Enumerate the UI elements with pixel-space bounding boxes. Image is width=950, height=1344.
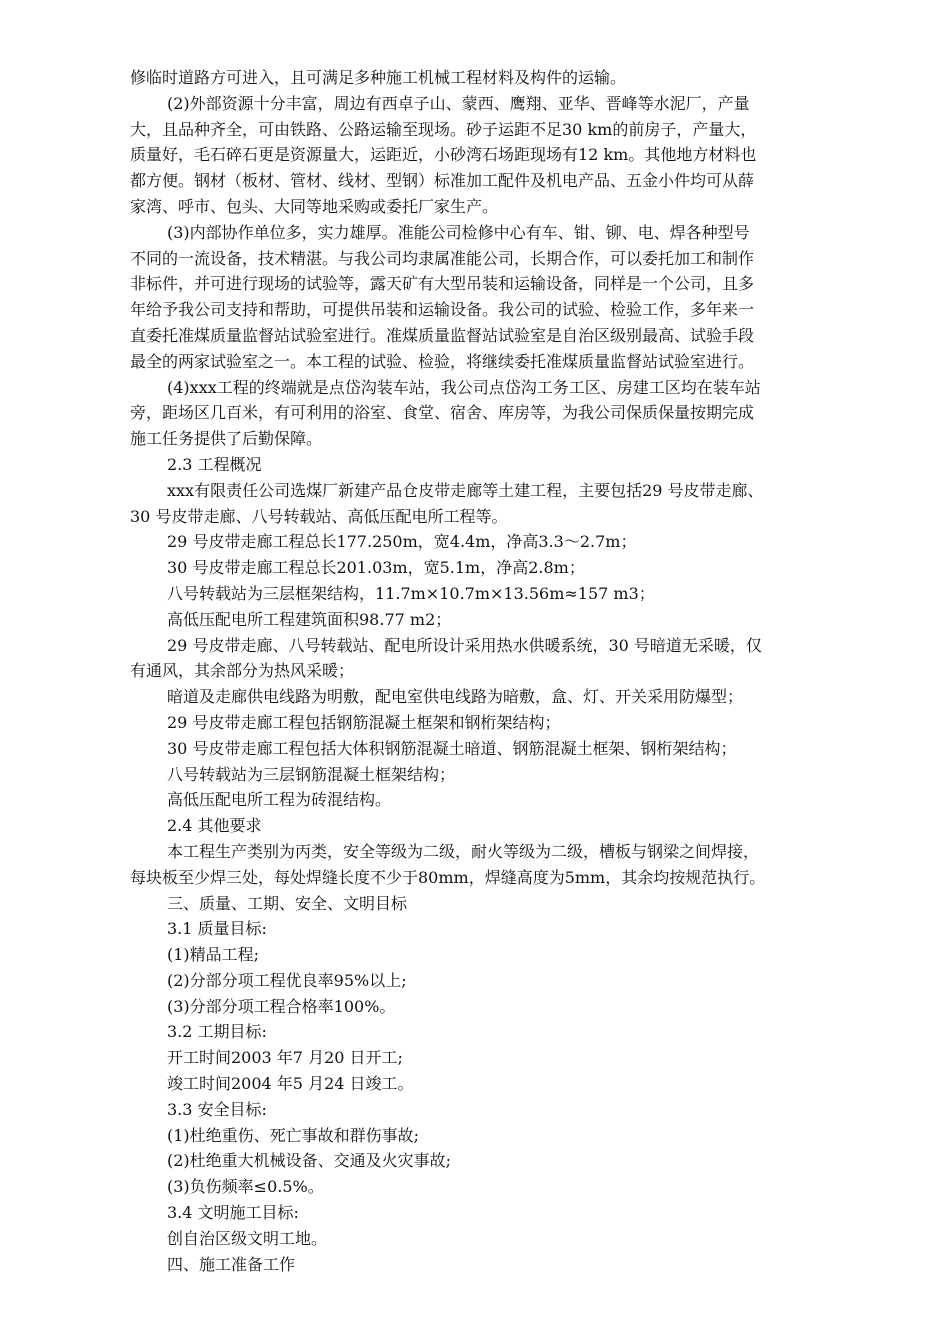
text-line: 暗道及走廊供电线路为明敷，配电室供电线路为暗敷，盒、灯、开关采用防爆型； [167,687,744,707]
text-line: 30 号皮带走廊工程包括大体积钢筋混凝土暗道、钢筋混凝土框架、钢桁架结构； [167,738,737,758]
text-line: 大，且品种齐全，可由铁路、公路运输至现场。砂子运距不足30 km的前房子，产量大， [130,119,757,139]
text-line: 三、质量、工期、安全、文明目标 [167,893,408,913]
text-line: 有通风，其余部分为热风采暖； [130,661,355,681]
text-line: (3)分部分项工程合格率100%。 [167,996,396,1016]
text-line: 开工时间2003 年7 月20 日开工; [167,1048,403,1068]
text-line: 施工任务提供了后勤保障。 [130,429,323,449]
text-line: 创自治区级文明工地。 [167,1228,328,1248]
text-line: (1)精品工程; [167,945,260,965]
text-line: (3)内部协作单位多，实力雄厚。准能公司检修中心有车、钳、铆、电、焊各种型号 [167,222,750,242]
text-line: 3.4 文明施工目标: [167,1203,299,1223]
text-line: 29 号皮带走廊工程包括钢筋混凝土框架和钢桁架结构； [167,712,561,732]
text-line: 年给予我公司支持和帮助，可提供吊装和运输设备。我公司的试验、检验工作，多年来一 [130,300,755,320]
text-line: (1)杜绝重伤、死亡事故和群伤事故; [167,1125,420,1145]
text-line: 本工程生产类别为丙类，安全等级为二级，耐火等级为二级，槽板与钢梁之间焊接， [167,841,760,861]
text-line: 竣工时间2004 年5 月24 日竣工。 [167,1074,414,1094]
text-line: (2)外部资源十分丰富，周边有西卓子山、蒙西、鹰翔、亚华、晋峰等水泥厂，产量 [167,93,750,113]
text-line: 旁，距场区几百米，有可利用的浴室、食堂、宿舍、库房等，为我公司保质保量按期完成 [130,403,755,423]
text-line: 高低压配电所工程为砖混结构。 [167,790,392,810]
text-line: (4)xxx工程的终端就是点岱沟装车站，我公司点岱沟工务工区、房建工区均在装车站 [167,377,761,397]
text-line: (2)杜绝重大机械设备、交通及火灾事故; [167,1151,452,1171]
text-line: 29 号皮带走廊、八号转载站、配电所设计采用热水供暖系统，30 号暗道无采暖，仅 [167,635,762,655]
text-line: 29 号皮带走廊工程总长177.250m，宽4.4m，净高3.3～2.7m； [167,532,637,552]
text-line: 每块板至少焊三处，每处焊缝长度不少于80mm，焊缝高度为5mm，其余均按规范执行。 [130,867,766,887]
text-line: 30 号皮带走廊、八号转载站、高低压配电所工程等。 [130,506,508,526]
text-line: 3.1 质量目标: [167,919,267,939]
text-line: 直委托准煤质量监督站试验室进行。准煤质量监督站试验室是自治区级别最高、试验手段 [130,325,755,345]
text-line: 不同的一流设备，技术精湛。与我公司均隶属准能公司，长期合作，可以委托加工和制作 [130,248,755,268]
text-line: 八号转载站为三层钢筋混凝土框架结构； [167,764,456,784]
text-line: 八号转载站为三层框架结构，11.7m×10.7m×13.56m≈157 m3； [167,583,655,603]
text-line: 高低压配电所工程建筑面积98.77 m2； [167,609,452,629]
text-line: 都方便。钢材（板材、管材、线材、型钢）标准加工配件及机电产品、五金小件均可从薛 [130,171,755,191]
text-line: 质量好，毛石碎石更是资源量大，运距近，小砂湾石场距现场有12 km。其他地方材料也 [130,145,757,165]
text-line: 3.2 工期目标: [167,1022,267,1042]
text-line: 2.3 工程概况 [167,454,262,474]
text-line: xxx有限责任公司选煤厂新建产品仓皮带走廊等土建工程，主要包括29 号皮带走廊、 [167,480,764,500]
text-line: (3)负伤频率≤0.5%。 [167,1177,324,1197]
text-line: 四、施工准备工作 [167,1254,296,1274]
text-line: 最全的两家试验室之一。本工程的试验、检验，将继续委托准煤质量监督站试验室进行。 [130,351,755,371]
text-line: (2)分部分项工程优良率95%以上; [167,970,407,990]
text-line: 非标件，并可进行现场的试验等，露天矿有大型吊装和运输设备，同样是一个公司，且多 [130,274,755,294]
text-line: 修临时道路方可进入，且可满足多种施工机械工程材料及构件的运输。 [130,68,627,87]
text-line: 2.4 其他要求 [167,816,262,836]
text-line: 30 号皮带走廊工程总长201.03m，宽5.1m，净高2.8m； [167,558,585,578]
text-line: 3.3 安全目标: [167,1099,267,1119]
text-line: 家湾、呼市、包头、大同等地采购或委托厂家生产。 [130,196,499,216]
